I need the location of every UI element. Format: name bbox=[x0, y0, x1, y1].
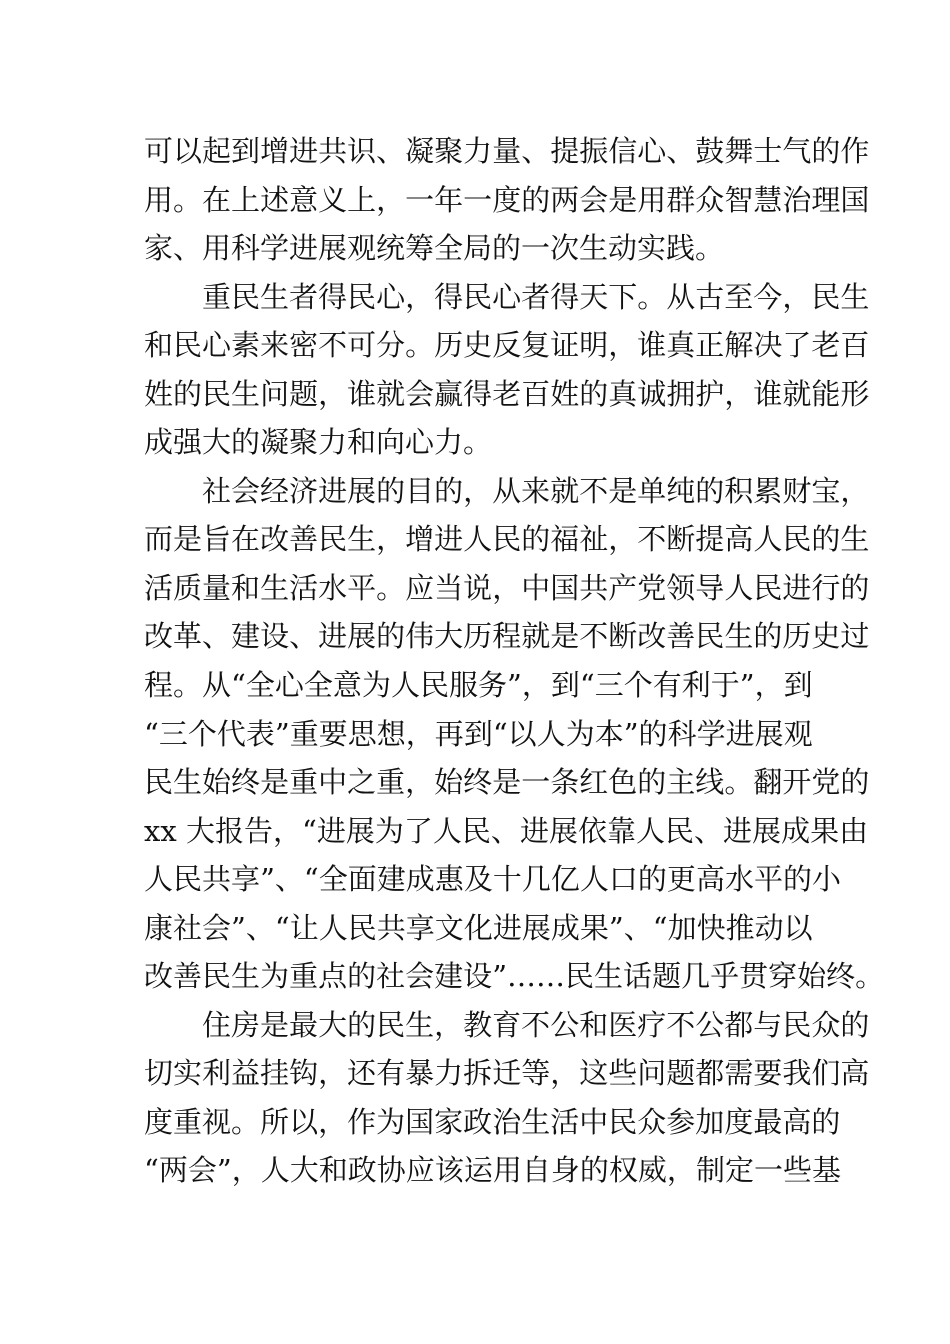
text-line: 程 。 从 “ 全 心 全 意 为 人 民 服 务 ” ， 到 “ 三 个 有 利 于 ” ， 到 bbox=[144, 668, 813, 703]
text-line: xx 大 报 告 ， “ 进 展 为 了 人 民 、 进 展 依 靠 人 民 、 进 展 成 果 由 bbox=[144, 813, 869, 848]
text-line: 和 民 心 素 来 密 不 可 分 。 历 史 反 复 证 明 ， 谁 真 正 解 决 了 老 百 bbox=[144, 328, 870, 363]
text-line: 姓 的 民 生 问 题 ， 谁 就 会 赢 得 老 百 姓 的 真 诚 拥 护 ， 谁 就 能 形 bbox=[144, 376, 870, 411]
text-line: 改 善 民 生 为 重 点 的 社 会 建 设 ” … … 民 生 话 题 几 乎 贯 穿 始 终 。 bbox=[144, 959, 885, 994]
text-line: 成强大的凝聚力和向心力。 bbox=[144, 425, 493, 460]
text-line: 重 民 生 者 得 民 心 ， 得 民 心 者 得 天 下 。 从 古 至 今 ， 民 生 bbox=[202, 279, 870, 314]
text-line: 用 。 在 上 述 意 义 上 ， 一 年 一 度 的 两 会 是 用 群 众 智 慧 治 理 国 bbox=[144, 182, 870, 217]
text-line: 家、用科学进展观统筹全局的一次生动实践。 bbox=[144, 231, 725, 266]
text-line: “ 两 会 ” ， 人 大 和 政 协 应 该 运 用 自 身 的 权 威 ， 制 定 一 些 基 bbox=[144, 1153, 842, 1188]
text-line: 民 生 始 终 是 重 中 之 重 ， 始 终 是 一 条 红 色 的 主 线 。 翻 开 党 的 bbox=[144, 765, 870, 800]
text-line: 度 重 视 。 所 以 ， 作 为 国 家 政 治 生 活 中 民 众 参 加 度 最 高 的 bbox=[144, 1104, 841, 1139]
text-line: “ 三 个 代 表 ” 重 要 思 想 ， 再 到 “ 以 人 为 本 ” 的 科 学 进 展 观 bbox=[144, 716, 813, 751]
text-line: 人 民 共 享 ” 、 “ 全 面 建 成 惠 及 十 几 亿 人 口 的 更 高 水 平 的 小 bbox=[144, 862, 842, 897]
text-line: 社 会 经 济 进 展 的 目 的 ， 从 来 就 不 是 单 纯 的 积 累 财 宝 ， bbox=[202, 473, 870, 508]
text-line: 活 质 量 和 生 活 水 平 。 应 当 说 ， 中 国 共 产 党 领 导 人 民 进 行 的 bbox=[144, 570, 870, 605]
text-line: 改 革 、 建 设 、 进 展 的 伟 大 历 程 就 是 不 断 改 善 民 生 的 历 史 过 bbox=[144, 619, 870, 654]
body-text bbox=[144, 127, 885, 1195]
text-line: 切 实 利 益 挂 钩 ， 还 有 暴 力 拆 迁 等 ， 这 些 问 题 都 需 要 我 们 高 bbox=[144, 1056, 870, 1091]
text-line: 而 是 旨 在 改 善 民 生 ， 增 进 人 民 的 福 祉 ， 不 断 提 高 人 民 的 生 bbox=[144, 522, 870, 557]
text-line: 住 房 是 最 大 的 民 生 ， 教 育 不 公 和 医 疗 不 公 都 与 民 众 的 bbox=[202, 1007, 870, 1042]
text-line: 康 社 会 ” 、 “ 让 人 民 共 享 文 化 进 展 成 果 ” 、 “ 加 快 推 动 以 bbox=[144, 910, 813, 945]
text-line: 可 以 起 到 增 进 共 识 、 凝 聚 力 量 、 提 振 信 心 、 鼓 舞 士 气 的 作 bbox=[144, 134, 870, 168]
